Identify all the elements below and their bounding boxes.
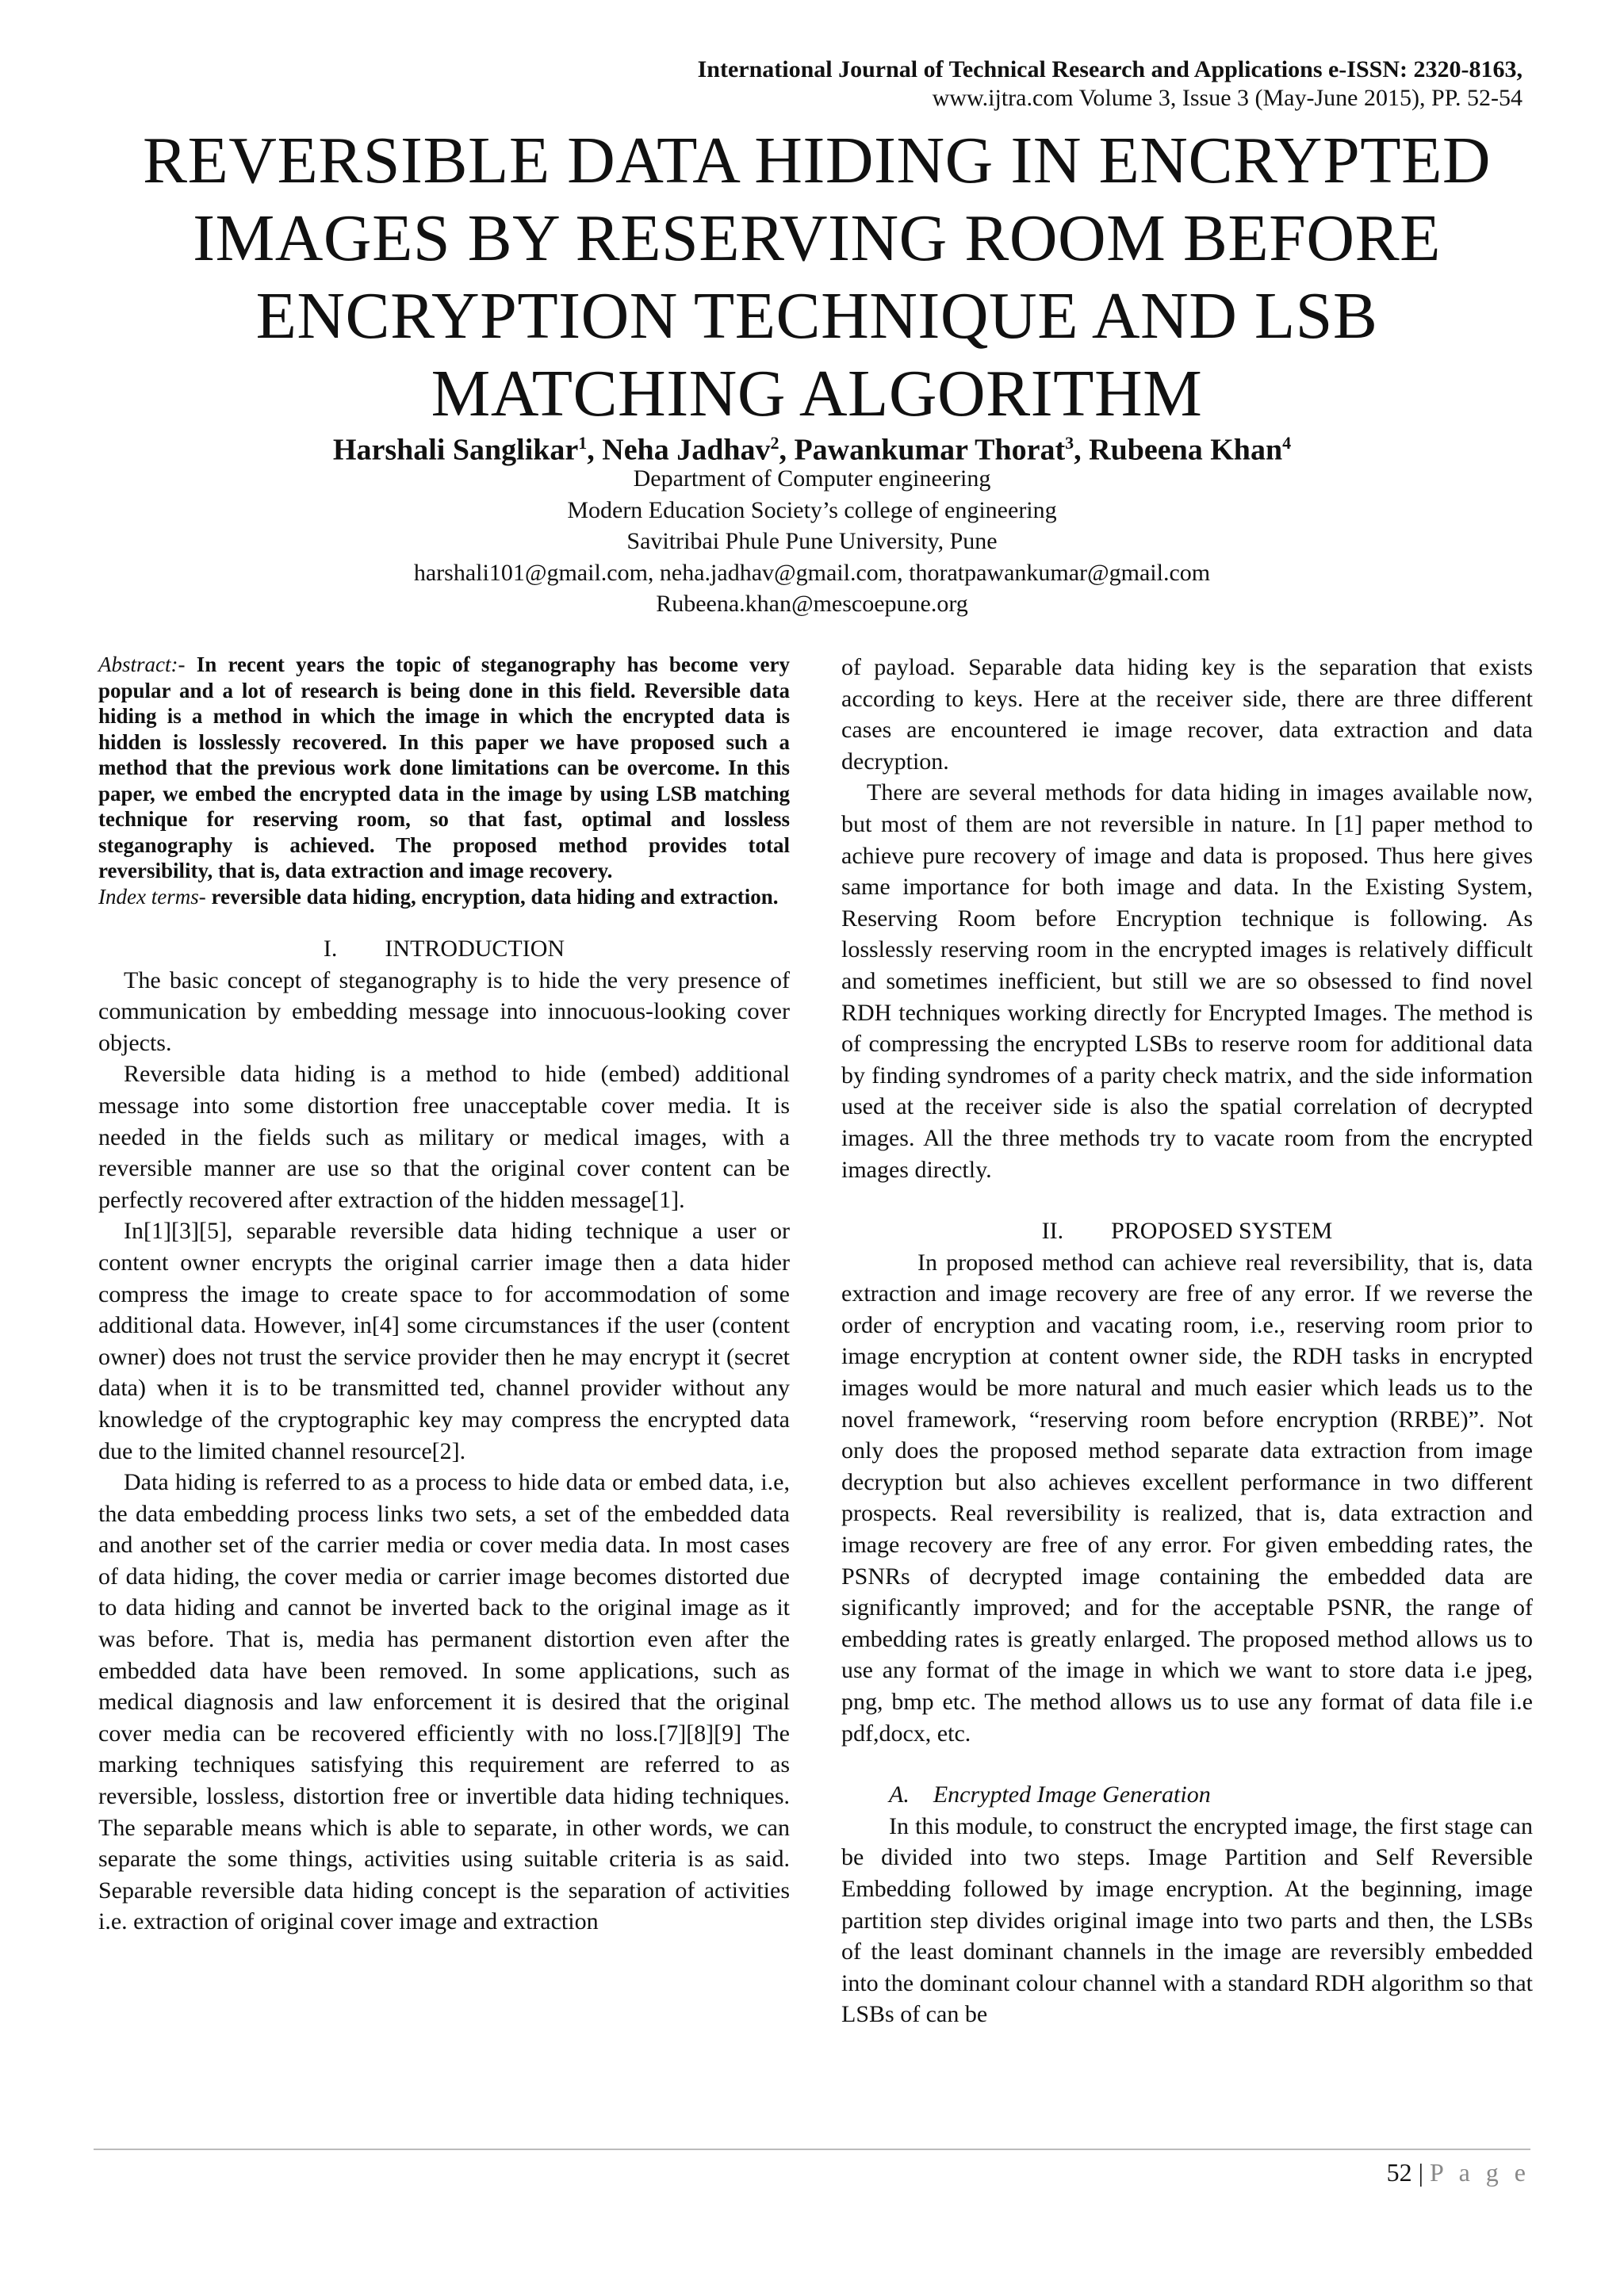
left-column xyxy=(98,652,790,1938)
author-list: Harshali Sanglikar$^1$, Neha Jadhav$^2$, Pawankumar Thorat$^3$, Rubeena Khan$^4$ xyxy=(332,433,1292,467)
paper-title: REVERSIBLE DATA HIDING IN ENCRYPTED IMAGES BY RESERVING ROOM BEFORE ENCRYPTION TECHNIQUE AND LSB MATCHING ALGORITHM xyxy=(142,124,1492,430)
footer-rule xyxy=(94,2149,1530,2150)
index-terms-label: Index terms- xyxy=(98,884,206,909)
author-name: Rubeena Khan xyxy=(1089,433,1283,467)
page-number-value: 52 | xyxy=(1386,2158,1423,2187)
page-label: P a g e xyxy=(1429,2158,1530,2187)
author-superscript: 4 xyxy=(1282,433,1292,453)
journal-header-line2: www.ijtra.com Volume 3, Issue 3 (May-June 2015), PP. 52-54 xyxy=(932,85,1522,111)
index-terms-text: reversible data hiding, encryption, data hiding and extraction. xyxy=(211,884,779,909)
abstract-label: Abstract:- xyxy=(98,652,186,676)
affiliation-block xyxy=(0,463,1624,620)
paragraph: In[1][3][5], separable reversible data hiding technique a user or content owner encrypts the original carrier image then a data hider compress the image to create space to for accommodation of some additional data. However, in[4] some circumstances if the user (content owner) does not trust the service provider then he may encrypt it (secret data) when it is to be transmitted ted, channel provider without any knowledge of the cryptographic key may compress the encrypted data due to the limited channel resource[2]. xyxy=(98,1218,790,1464)
paragraph: of payload. Separable data hiding key is the separation that exists according to keys. Here at the receiver side, there are three different cases are encountered ie image recover, data extraction and data decryption. xyxy=(841,654,1533,775)
paragraph: Data hiding is referred to as a process to hide data or embed data, i.e, the data embedding process links two sets, a set of the embedded data and another set of the carrier media or cover media data. In most cases of data hiding, the cover media or carrier image becomes distorted due to data hiding and cannot be inverted back to the original image as it was before. That is, media has permanent distortion even after the embedded data have been removed. In some applications, such as medical diagnosis and law enforcement it is desired that the original cover media can be recovered efficiently with no loss.[7][8][9] The marking techniques satisfying this requirement are referred to as reversible, lossless, distortion free or invertible data hiding techniques. The separable means which is able to separate, in other words, we can separate the some things, activities using suitable criteria is as said. Separable reversible data hiding concept is the separation of activities i.e. extraction of original cover image and extraction xyxy=(98,1469,790,1935)
paragraph: There are several methods for data hiding in images available now, but most of them are not reversible in nature. In [1] paper method to achieve pure recovery of image and data is proposed. Thus here gives same importance for both image and data. In the Existing System, Reserving Room before Encryption technique is following. As losslessly reserving room in the encrypted images is relatively difficult and sometimes inefficient, but still we are so obsessed to find novel RDH techniques working directly for Encrypted Images. The method is of compressing the encrypted LSBs to reserve room for additional data by finding syndromes of a parity check matrix, and the side information used at the receiver side is also the spatial correlation of decrypted images. All the three methods try to vacate room from the encrypted images directly. xyxy=(841,779,1533,1183)
right-column xyxy=(841,652,1533,2030)
journal-header-line1: International Journal of Technical Research and Applications e-ISSN: 2320-8163, xyxy=(697,56,1522,82)
subsection-heading: A. Encrypted Image Generation xyxy=(889,1781,1211,1808)
paragraph: In this module, to construct the encrypted image, the first stage can be divided into two steps. Image Partition and Self Reversible Embedding followed by image encryption. At the beginning, image partition step divides original image into two parts and then, the LSBs of the least dominant channels in the image are reversibly embedded into the dominant colour channel with a standard RDH algorithm so that LSBs of can be xyxy=(841,1812,1533,2028)
abstract-text: In recent years the topic of steganography has become very popular and a lot of research is being done in this field. Reversible data hiding is a method in which the image in which the encrypted data is hidden is losslessly recovered. In this paper we have proposed such a method that the previous work done limitations can be overcome. In this paper, we embed the encrypted data in the image by using LSB matching technique for reserving room, so that fast, optimal and lossless steganography is achieved. The proposed method provides total reversibility, that is, data extraction and image recovery. xyxy=(98,652,790,882)
paragraph: In proposed method can achieve real reversibility, that is, data extraction and image recovery are free of any error. If we reverse the order of encryption and vacating room, i.e., reserving room prior to image encryption at content owner side, the RDH tasks in encrypted images would be more natural and much easier which leads us to the novel framework, “reserving room before encryption (RRBE)”. Not only does the proposed method separate data extraction from image decryption but also achieves excellent performance in two different prospects. Real reversibility is realized, that is, data extraction and image recovery are free of any error. For given embedding rates, the PSNRs of decrypted image containing the embedded data are significantly improved; and for the acceptable PSNR, the range of embedding rates is greatly enlarged. The proposed method allows us to use any format of the image in which we want to store data i.e jpeg, png, bmp etc. The method allows us to use any format of data file i.e pdf,docx, etc. xyxy=(841,1249,1533,1747)
abstract xyxy=(98,652,790,884)
author-name: Neha Jadhav xyxy=(602,433,771,467)
author-name: Pawankumar Thorat xyxy=(794,433,1066,467)
affiliation-college: Modern Education Society’s college of engineering xyxy=(567,496,1057,523)
author-superscript: 2 xyxy=(770,433,779,453)
journal-header xyxy=(698,55,1522,113)
affiliation-department: Department of Computer engineering xyxy=(633,465,991,492)
author-emails: Rubeena.khan@mescoepune.org xyxy=(656,591,968,617)
author-name: Harshali Sanglikar xyxy=(332,433,579,467)
author-emails: harshali101@gmail.com, neha.jadhav@gmail.com, thoratpawankumar@gmail.com xyxy=(413,559,1211,586)
section-heading-proposed-system: II. PROPOSED SYSTEM xyxy=(1041,1218,1333,1245)
section-heading-introduction: I. INTRODUCTION xyxy=(323,936,565,962)
paragraph: The basic concept of steganography is to hide the very presence of communication by embedding message into innocuous-looking cover objects. xyxy=(98,966,790,1056)
paragraph: Reversible data hiding is a method to hide (embed) additional message into some distortion free unacceptable cover media. It is needed in the fields such as military or medical images, with a reversible manner are use so that the original cover content can be perfectly recovered after extraction of the hidden message[1]. xyxy=(98,1061,790,1213)
author-superscript: 3 xyxy=(1065,433,1074,453)
author-superscript: 1 xyxy=(578,433,588,453)
affiliation-university: Savitribai Phule Pune University, Pune xyxy=(626,528,998,554)
page-number xyxy=(1387,2158,1530,2187)
index-terms xyxy=(98,884,790,910)
